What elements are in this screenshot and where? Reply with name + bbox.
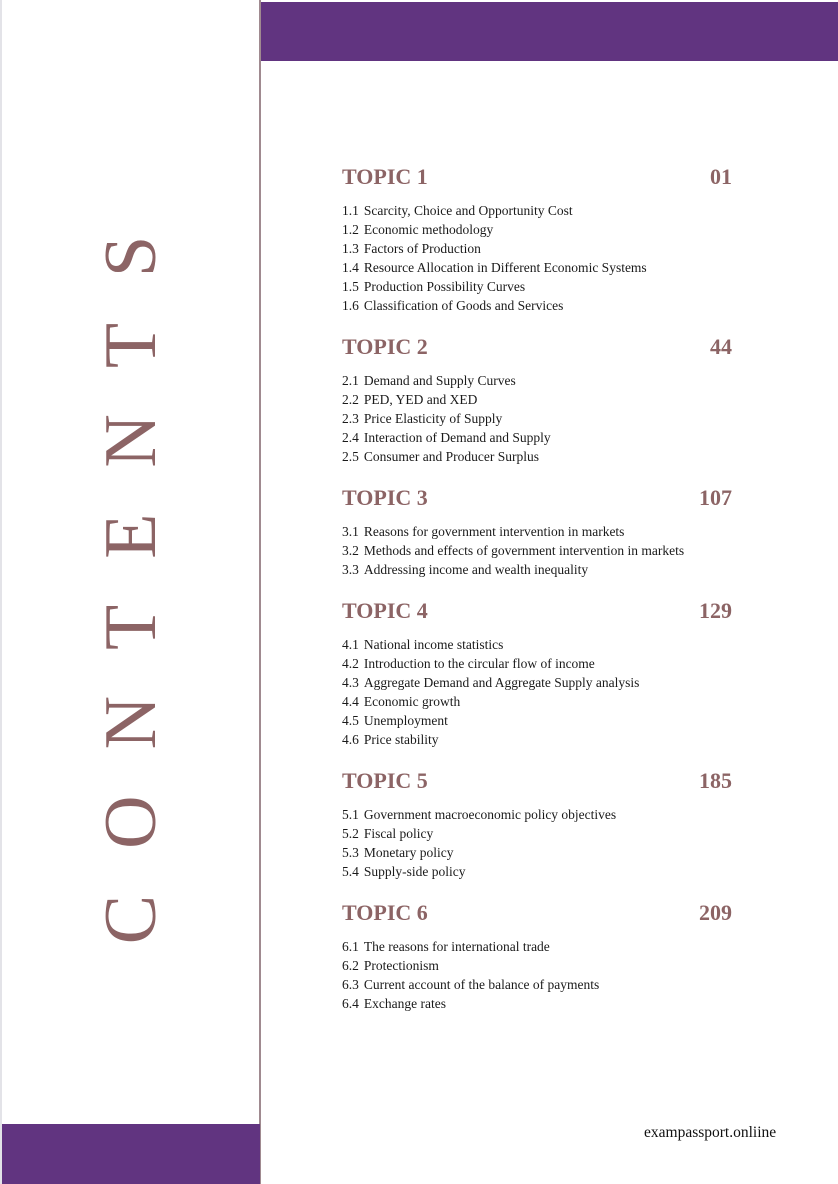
topic-item-list bbox=[342, 635, 732, 749]
topic-item[interactable] bbox=[342, 409, 732, 428]
topic-item-text: Interaction of Demand and Supply bbox=[363, 430, 551, 445]
topic-item[interactable] bbox=[342, 673, 732, 692]
topic-item[interactable] bbox=[342, 239, 732, 258]
topic-item-number: 3.2 bbox=[342, 543, 359, 558]
topic-item[interactable] bbox=[342, 824, 732, 843]
topic-item-number: 4.1 bbox=[342, 637, 359, 652]
left-edge-line bbox=[0, 0, 2, 1184]
topic-section bbox=[342, 598, 732, 749]
topic-item-text: Price stability bbox=[363, 732, 439, 747]
topic-item-text: The reasons for international trade bbox=[363, 939, 550, 954]
topic-item-text: Exchange rates bbox=[363, 996, 446, 1011]
topic-item[interactable] bbox=[342, 975, 732, 994]
topic-title: TOPIC 5 bbox=[342, 768, 428, 793]
footer-website[interactable]: exampassport.onliine bbox=[644, 1124, 777, 1141]
topic-page-number: 01 bbox=[710, 164, 732, 189]
topic-item[interactable] bbox=[342, 522, 732, 541]
topic-item-number: 4.5 bbox=[342, 713, 359, 728]
topic-item-text: Economic methodology bbox=[363, 222, 494, 237]
topic-item-number: 5.3 bbox=[342, 845, 359, 860]
topic-item-text: Factors of Production bbox=[363, 241, 481, 256]
topic-item-text: Economic growth bbox=[363, 694, 461, 709]
topic-item-text: Protectionism bbox=[363, 958, 439, 973]
topic-item-number: 4.6 bbox=[342, 732, 359, 747]
vertical-divider bbox=[259, 0, 261, 1184]
topic-item[interactable] bbox=[342, 428, 732, 447]
topic-heading[interactable] bbox=[342, 768, 732, 794]
bottom-purple-band bbox=[2, 1124, 260, 1184]
topic-page-number: 185 bbox=[699, 768, 732, 793]
top-purple-band bbox=[261, 2, 838, 61]
topic-item-list bbox=[342, 371, 732, 466]
topic-item[interactable] bbox=[342, 862, 732, 881]
topic-heading[interactable] bbox=[342, 334, 732, 360]
topic-page-number: 129 bbox=[699, 598, 732, 623]
topic-item-number: 4.4 bbox=[342, 694, 359, 709]
topic-item[interactable] bbox=[342, 956, 732, 975]
topic-section bbox=[342, 900, 732, 1013]
topic-item-text: Supply-side policy bbox=[363, 864, 466, 879]
topic-section bbox=[342, 164, 732, 315]
topic-page-number: 209 bbox=[699, 900, 732, 925]
topic-item[interactable] bbox=[342, 994, 732, 1013]
topic-item-number: 2.3 bbox=[342, 411, 359, 426]
topic-item-text: Production Possibility Curves bbox=[363, 279, 526, 294]
topic-section bbox=[342, 768, 732, 881]
topic-item-text: National income statistics bbox=[363, 637, 504, 652]
topic-item[interactable] bbox=[342, 654, 732, 673]
topic-item-text: Unemployment bbox=[363, 713, 448, 728]
topic-heading[interactable] bbox=[342, 485, 732, 511]
topic-item[interactable] bbox=[342, 692, 732, 711]
topic-item[interactable] bbox=[342, 277, 732, 296]
topic-item[interactable] bbox=[342, 711, 732, 730]
topic-item-number: 5.2 bbox=[342, 826, 359, 841]
topic-item[interactable] bbox=[342, 258, 732, 277]
contents-side-title-text: CONTENTS bbox=[90, 189, 172, 945]
topic-item-text: Scarcity, Choice and Opportunity Cost bbox=[363, 203, 573, 218]
topic-heading[interactable] bbox=[342, 598, 732, 624]
topic-item[interactable] bbox=[342, 560, 732, 579]
topic-item-number: 1.1 bbox=[342, 203, 359, 218]
topic-item-text: Consumer and Producer Surplus bbox=[363, 449, 539, 464]
topic-title: TOPIC 4 bbox=[342, 598, 428, 623]
topic-item-text: Aggregate Demand and Aggregate Supply analysis bbox=[363, 675, 640, 690]
topic-item[interactable] bbox=[342, 201, 732, 220]
topic-item-number: 6.2 bbox=[342, 958, 359, 973]
topic-item-number: 5.1 bbox=[342, 807, 359, 822]
topic-item[interactable] bbox=[342, 937, 732, 956]
topic-item-number: 1.2 bbox=[342, 222, 359, 237]
topic-item[interactable] bbox=[342, 730, 732, 749]
topic-item-text: Resource Allocation in Different Economic Systems bbox=[363, 260, 647, 275]
topic-item-text: Demand and Supply Curves bbox=[363, 373, 516, 388]
topic-item[interactable] bbox=[342, 220, 732, 239]
topic-item-text: Current account of the balance of payments bbox=[363, 977, 600, 992]
topic-heading[interactable] bbox=[342, 900, 732, 926]
topic-item-text: Introduction to the circular flow of income bbox=[363, 656, 595, 671]
topic-item[interactable] bbox=[342, 296, 732, 315]
topic-item-list bbox=[342, 805, 732, 881]
topic-item-list bbox=[342, 937, 732, 1013]
topic-item-number: 2.4 bbox=[342, 430, 359, 445]
topic-item-number: 1.5 bbox=[342, 279, 359, 294]
topic-item-text: Fiscal policy bbox=[363, 826, 434, 841]
topic-item-number: 5.4 bbox=[342, 864, 359, 879]
topic-page-number: 44 bbox=[710, 334, 732, 359]
topic-item-text: Reasons for government intervention in markets bbox=[363, 524, 625, 539]
topic-item-text: Methods and effects of government intervention in markets bbox=[363, 543, 685, 558]
topic-title: TOPIC 6 bbox=[342, 900, 428, 925]
contents-side-title bbox=[90, 189, 172, 975]
topic-item-number: 2.5 bbox=[342, 449, 359, 464]
topic-title: TOPIC 2 bbox=[342, 334, 428, 359]
topic-item-number: 6.3 bbox=[342, 977, 359, 992]
topic-item-text: PED, YED and XED bbox=[363, 392, 478, 407]
topic-item-text: Government macroeconomic policy objectives bbox=[363, 807, 617, 822]
topic-item-number: 2.1 bbox=[342, 373, 359, 388]
topic-item[interactable] bbox=[342, 447, 732, 466]
topic-section bbox=[342, 485, 732, 579]
table-of-contents bbox=[342, 164, 732, 1032]
topic-item-number: 6.1 bbox=[342, 939, 359, 954]
topic-item-number: 4.3 bbox=[342, 675, 359, 690]
topic-item[interactable] bbox=[342, 541, 732, 560]
topic-item-number: 1.3 bbox=[342, 241, 359, 256]
topic-item-number: 2.2 bbox=[342, 392, 359, 407]
topic-item[interactable] bbox=[342, 635, 732, 654]
topic-item[interactable] bbox=[342, 843, 732, 862]
topic-item-text: Classification of Goods and Services bbox=[363, 298, 564, 313]
topic-item-list bbox=[342, 522, 732, 579]
topic-item[interactable] bbox=[342, 371, 732, 390]
topic-heading[interactable] bbox=[342, 164, 732, 190]
topic-item-number: 1.6 bbox=[342, 298, 359, 313]
topic-item-number: 6.4 bbox=[342, 996, 359, 1011]
topic-item-list bbox=[342, 201, 732, 315]
topic-section bbox=[342, 334, 732, 466]
topic-title: TOPIC 1 bbox=[342, 164, 428, 189]
topic-title: TOPIC 3 bbox=[342, 485, 428, 510]
topic-item-text: Price Elasticity of Supply bbox=[363, 411, 503, 426]
topic-item-number: 1.4 bbox=[342, 260, 359, 275]
topic-item-number: 3.3 bbox=[342, 562, 359, 577]
topic-page-number: 107 bbox=[699, 485, 732, 510]
topic-item-text: Monetary policy bbox=[363, 845, 454, 860]
topic-item-number: 4.2 bbox=[342, 656, 359, 671]
topic-item-text: Addressing income and wealth inequality bbox=[363, 562, 589, 577]
topic-item-number: 3.1 bbox=[342, 524, 359, 539]
topic-item[interactable] bbox=[342, 805, 732, 824]
topic-item[interactable] bbox=[342, 390, 732, 409]
